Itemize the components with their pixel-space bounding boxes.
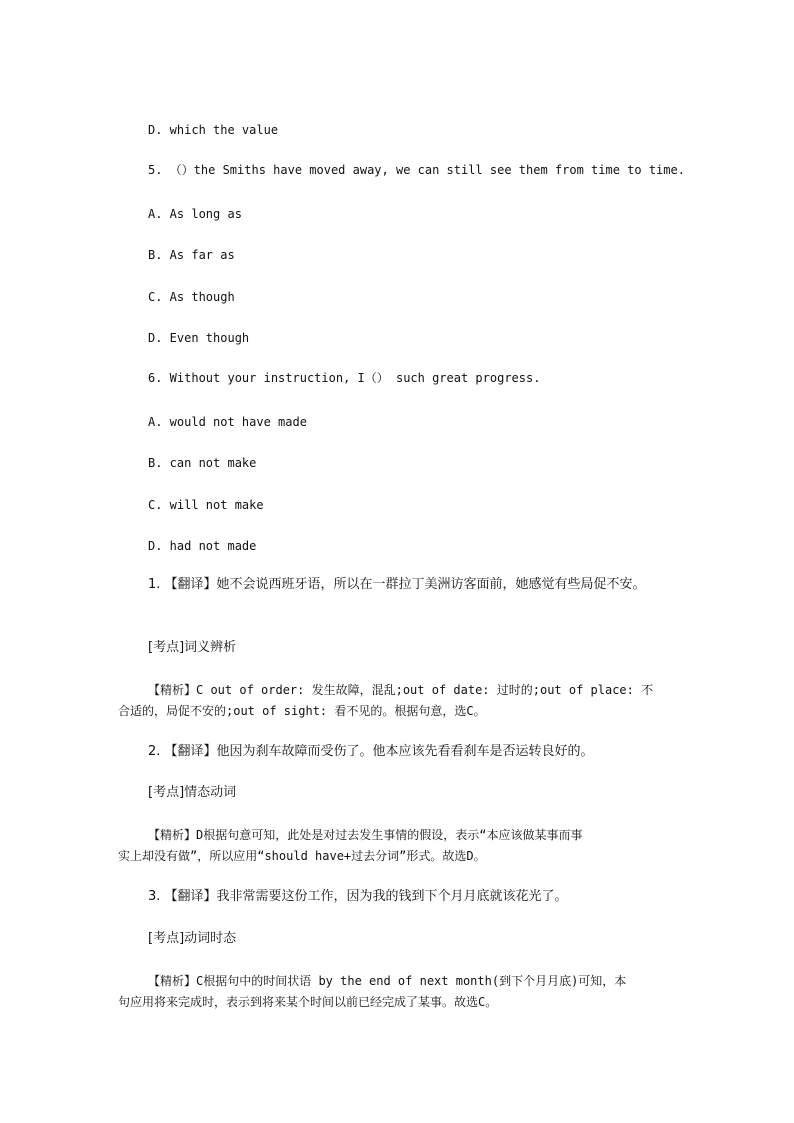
answer-3-analysis-line-1: 【精析】C根据句中的时间状语 by the end of next month(到下个月月底)可知，本 <box>148 974 627 988</box>
answer-2-point: [考点]情态动词 <box>148 785 237 800</box>
answer-2-analysis <box>118 825 582 867</box>
q5-option-a: A. As long as <box>148 207 242 221</box>
answer-3-translation: 3. 【翻译】我非常需要这份工作，因为我的钱到下个月月底就该花光了。 <box>148 889 568 904</box>
answer-2-analysis-line-1: 【精析】D根据句意可知，此处是对过去发生事情的假设，表示“本应该做某事而事 <box>148 828 583 842</box>
answer-3-analysis-line-2: 句应用将来完成时，表示到将来某个时间以前已经完成了某事。故选C。 <box>118 995 498 1009</box>
answer-3-point: [考点]动词时态 <box>148 931 237 946</box>
q6-option-c: C. will not make <box>148 498 264 512</box>
q6-option-a: A. would not have made <box>148 415 307 429</box>
q5-option-c: C. As though <box>148 290 235 304</box>
q6-option-b: B. can not make <box>148 456 257 470</box>
answer-2-translation: 2. 【翻译】他因为刹车故障而受伤了。他本应该先看看刹车是否运转良好的。 <box>148 744 594 759</box>
answer-1-translation: 1. 【翻译】她不会说西班牙语，所以在一群拉丁美洲访客面前，她感觉有些局促不安。 <box>148 577 646 592</box>
answer-1-point: [考点]词义辨析 <box>148 640 237 655</box>
q5-stem: 5. （）the Smiths have moved away, we can still see them from time to time. <box>148 163 685 177</box>
answer-1-analysis <box>118 680 653 722</box>
q5-option-d: D. Even though <box>148 331 250 345</box>
q4-option-d: D. which the value <box>148 123 279 137</box>
answer-1-analysis-line-2: 合适的，局促不安的;out of sight: 看不见的。根据句意，选C。 <box>118 704 486 718</box>
q6-option-d: D. had not made <box>148 539 257 553</box>
q6-stem: 6. Without your instruction, I（） such great progress. <box>148 371 541 385</box>
q5-option-b: B. As far as <box>148 248 235 262</box>
answer-3-analysis <box>118 971 626 1013</box>
answer-1-analysis-line-1: 【精析】C out of order: 发生故障，混乱;out of date: 过时的;out of place: 不 <box>148 683 654 697</box>
answer-2-analysis-line-2: 实上却没有做”，所以应用“should have+过去分词”形式。故选D。 <box>118 849 486 863</box>
